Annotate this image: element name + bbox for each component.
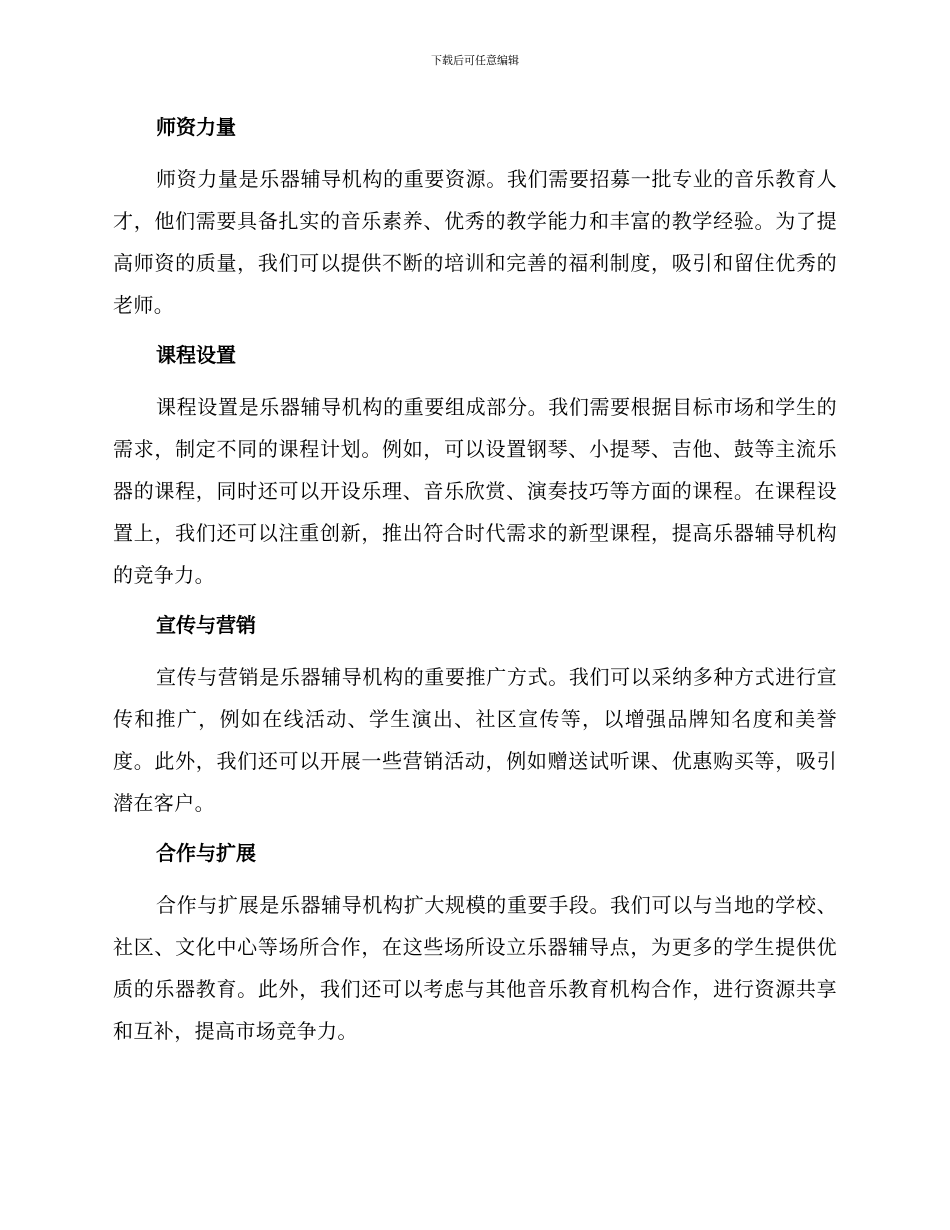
section-paragraph: 宣传与营销是乐器辅导机构的重要推广方式。我们可以采纳多种方式进行宣传和推广，例如在线活动、学生演出、社区宣传等，以增强品牌知名度和美誉度。此外，我们还可以开展一些营销活动，例如赠送试听课、优惠购买等，吸引潜在客户。 [113,665,837,815]
section-heading: 合作与扩展 [156,841,256,865]
section-teachers [113,108,837,326]
section-marketing [113,606,837,824]
page-header: 下载后可任意编辑 [431,54,519,67]
section-heading: 师资力量 [156,115,236,139]
section-cooperation [113,834,837,1052]
section-paragraph: 课程设置是乐器辅导机构的重要组成部分。我们需要根据目标市场和学生的需求，制定不同的课程计划。例如，可以设置钢琴、小提琴、吉他、鼓等主流乐器的课程，同时还可以开设乐理、音乐欣赏、演奏技巧等方面的课程。在课程设置上，我们还可以注重创新，推出符合时代需求的新型课程，提高乐器辅导机构的竞争力。 [113,395,837,587]
section-heading: 宣传与营销 [156,613,256,637]
section-heading: 课程设置 [156,343,236,367]
section-paragraph: 师资力量是乐器辅导机构的重要资源。我们需要招募一批专业的音乐教育人才，他们需要具备扎实的音乐素养、优秀的教学能力和丰富的教学经验。为了提高师资的质量，我们可以提供不断的培训和完善的福利制度，吸引和留住优秀的老师。 [113,167,837,317]
section-courses [113,336,837,596]
document-body [113,108,837,1062]
section-paragraph: 合作与扩展是乐器辅导机构扩大规模的重要手段。我们可以与当地的学校、社区、文化中心等场所合作，在这些场所设立乐器辅导点，为更多的学生提供优质的乐器教育。此外，我们还可以考虑与其他音乐教育机构合作，进行资源共享和互补，提高市场竞争力。 [113,893,837,1043]
